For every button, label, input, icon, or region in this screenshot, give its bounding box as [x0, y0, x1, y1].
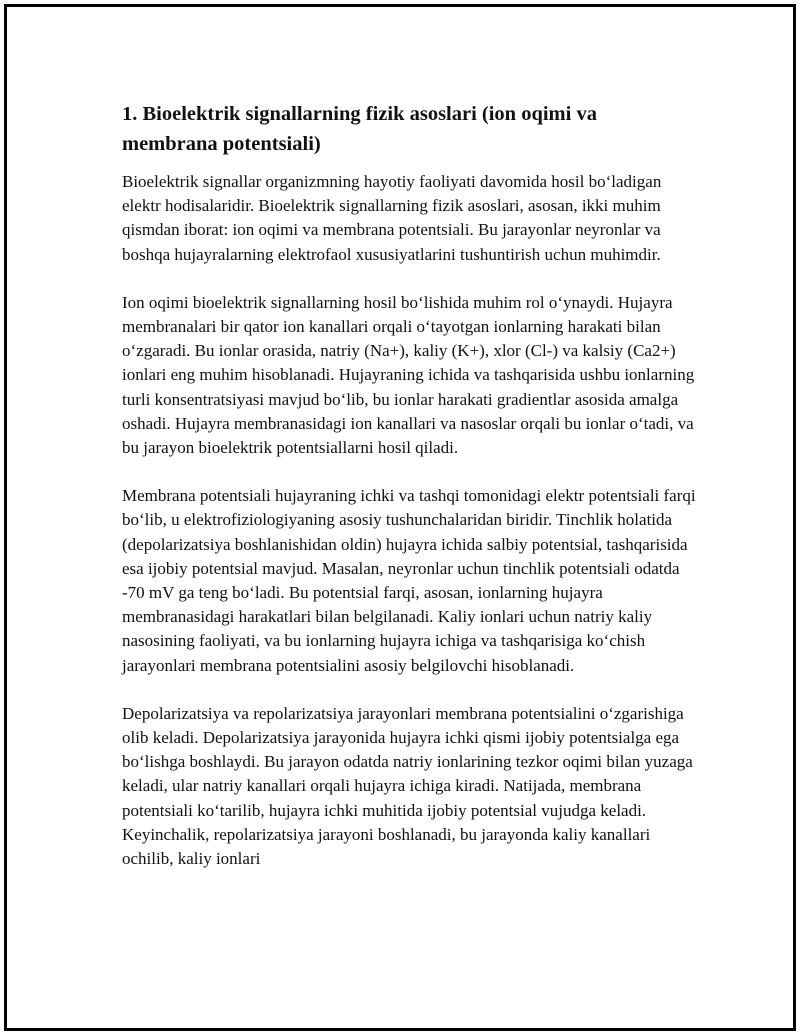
paragraph-depolarization: Depolarizatsiya va repolarizatsiya jarayonlari membrana potentsialini o‘zgarishiga olib keladi. Depolarizatsiya jarayonida hujayra ichki qismi ijobiy potentsialga ega bo‘lishga boshlaydi. Bu jarayon odatda natriy ionlarining tezkor oqimi bilan yuzaga keladi, ular natriy kanallari orqali hujayra ichiga kiradi. Natijada, membrana potentsiali ko‘tarilib, hujayra ichki muhitida ijobiy potentsial vujudga keladi. Keyinchalik, repolarizatsiya jarayoni boshlanadi, bu jarayonda kaliy kanallari ochilib, kaliy ionlari — [122, 703, 693, 869]
section-heading: 1. Bioelektrik signallarning fizik asoslari (ion oqimi va membrana potentsiali) — [122, 103, 597, 155]
page-frame — [4, 4, 796, 1031]
paragraph-membrane-potential: Membrana potentsiali hujayraning ichki va tashqi tomonidagi elektr potentsiali farqi bo‘lib, u elektrofiziologiyaning asosiy tushunchalaridan biridir. Tinchlik holatida (depolarizatsiya boshlanishidan oldin) hujayra ichida salbiy potentsial, tashqarisida esa ijobiy potentsial mavjud. Masalan, neyronlar uchun tinchlik potentsiali odatda -70 mV ga teng bo‘ladi. Bu potentsial farqi, asosan, ionlarning hujayra membranasidagi harakatlari bilan belgilanadi. Kaliy ionlari uchun natriy kaliy nasosining faoliyati, va bu ionlarning hujayra ichiga va tashqarisiga ko‘chish jarayonlari membrana potentsialini asosiy belgilovchi hisoblanadi. — [122, 486, 696, 675]
paragraph-intro: Bioelektrik signallar organizmning hayotiy faoliyati davomida hosil bo‘ladigan elektr hodisalaridir. Bioelektrik signallarning fizik asoslari, asosan, ikki muhim qismdan iborat: ion oqimi va membrana potentsiali. Bu jarayonlar neyronlar va boshqa hujayralarning elektrofaol xususiyatlarini tushuntirish uchun muhimdir. — [122, 172, 662, 264]
paragraph-ion-flow: Ion oqimi bioelektrik signallarning hosil bo‘lishida muhim rol o‘ynaydi. Hujayra membranalari bir qator ion kanallari orqali o‘tayotgan ionlarning harakati bilan o‘zgaradi. Bu ionlar orasida, natriy (Na+), kaliy (K+), xlor (Cl-) va kalsiy (Ca2+) ionlari eng muhim hisoblanadi. Hujayraning ichida va tashqarisida ushbu ionlarning turli konsentratsiyasi mavjud bo‘lib, bu ionlar harakati gradientlar asosida amalga oshadi. Hujayra membranasidagi ion kanallari va nasoslar orqali bu ionlar o‘tadi, va bu jarayon bioelektrik potentsiallarni hosil qiladi. — [122, 292, 695, 458]
document-body — [122, 99, 697, 895]
